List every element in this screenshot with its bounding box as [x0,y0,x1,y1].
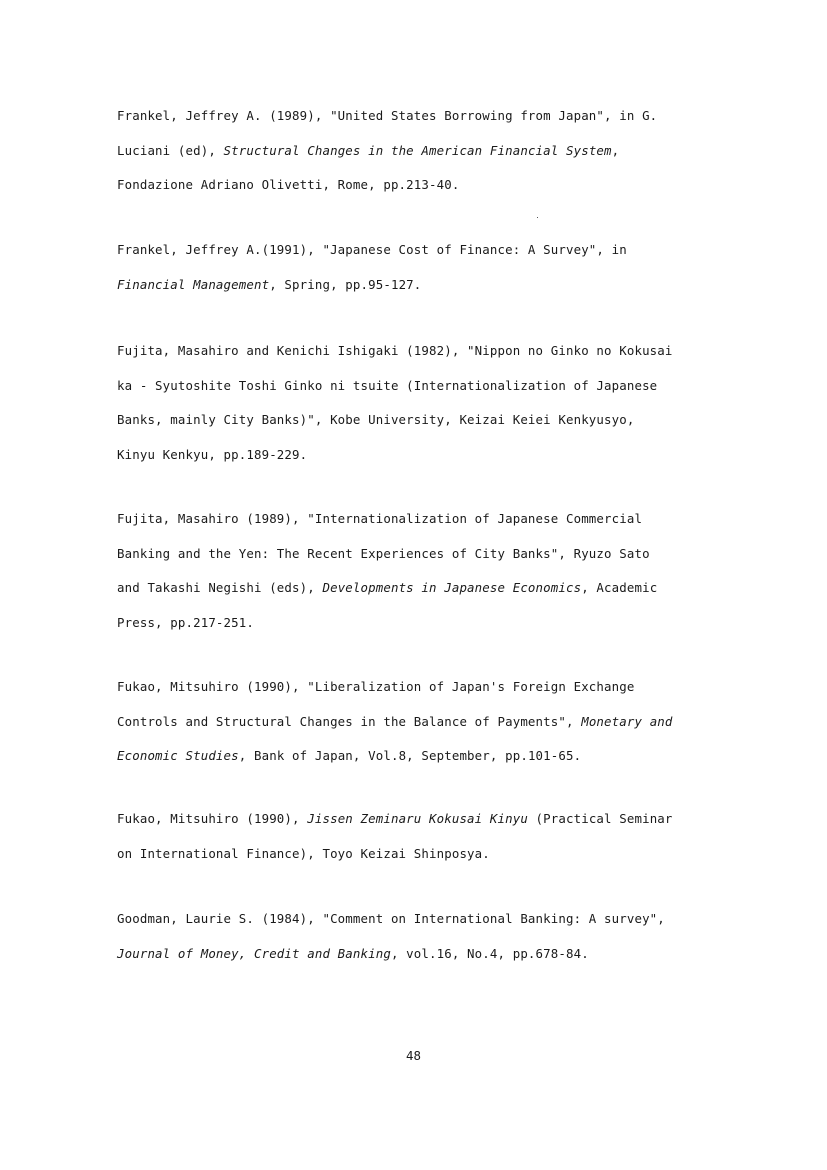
reference-entry [117,233,757,302]
reference-text: Frankel, Jeffrey A.(1991), "Japanese Cost of Finance: A Survey", in [117,242,627,257]
reference-text: , Academic Press, pp.217-251. [117,580,658,630]
reference-title-italic: Journal of Money, Credit and Banking [117,945,391,961]
page-number: 48 [406,1048,421,1063]
reference-text: (Practical Seminar on International Finance), Toyo Keizai Shinposya. [117,811,673,861]
reference-entry [117,334,757,472]
reference-text: Goodman, Laurie S. (1984), "Comment on International Banking: A survey", [117,911,665,926]
reference-entry [117,502,757,640]
reference-title-italic: Developments in Japanese Economics [322,580,582,595]
reference-text: Frankel, Jeffrey A. (1989), "United States Borrowing from Japan", in G. Luciani (ed), [117,108,658,158]
reference-entry [117,802,757,871]
reference-text: Fukao, Mitsuhiro (1990), "Liberalization of Japan's Foreign Exchange Controls and Structural Changes in the Balance of Payments", [117,679,635,729]
reference-text: Fukao, Mitsuhiro (1990), [117,811,308,826]
reference-entry [117,99,757,203]
scan-speck [537,217,538,218]
reference-entry [117,902,757,971]
reference-text: Fujita, Masahiro and Kenichi Ishigaki (1982), "Nippon no Ginko no Kokusai ka - Syutoshite Toshi Ginko ni tsuite (Internationalization of Japanese Banks, mainly City Banks)", Kobe University, Keizai Keiei Kenkyusyo, Kinyu Kenkyu, pp.189-229. [117,343,673,462]
reference-title-italic: Monetary and Economic Studies [117,713,673,763]
reference-text: , vol.16, No.4, pp.678-84. [390,945,589,961]
reference-title-italic: Jissen Zeminaru Kokusai Kinyu [307,811,528,826]
reference-title-italic: Financial Management [117,276,270,292]
reference-text: , Spring, pp.95-127. [269,276,422,292]
reference-entry [117,670,757,774]
reference-text: Fujita, Masahiro (1989), "Internationalization of Japanese Commercial Banking and the Yen: The Recent Experiences of City Banks", Ryuzo Sato and Takashi Negishi (eds), [117,511,650,595]
reference-text: , Fondazione Adriano Olivetti, Rome, pp.213-40. [117,142,620,192]
reference-text: , Bank of Japan, Vol.8, September, pp.101-65. [238,748,582,763]
reference-title-italic: Structural Changes in the American Financial System [223,142,612,158]
